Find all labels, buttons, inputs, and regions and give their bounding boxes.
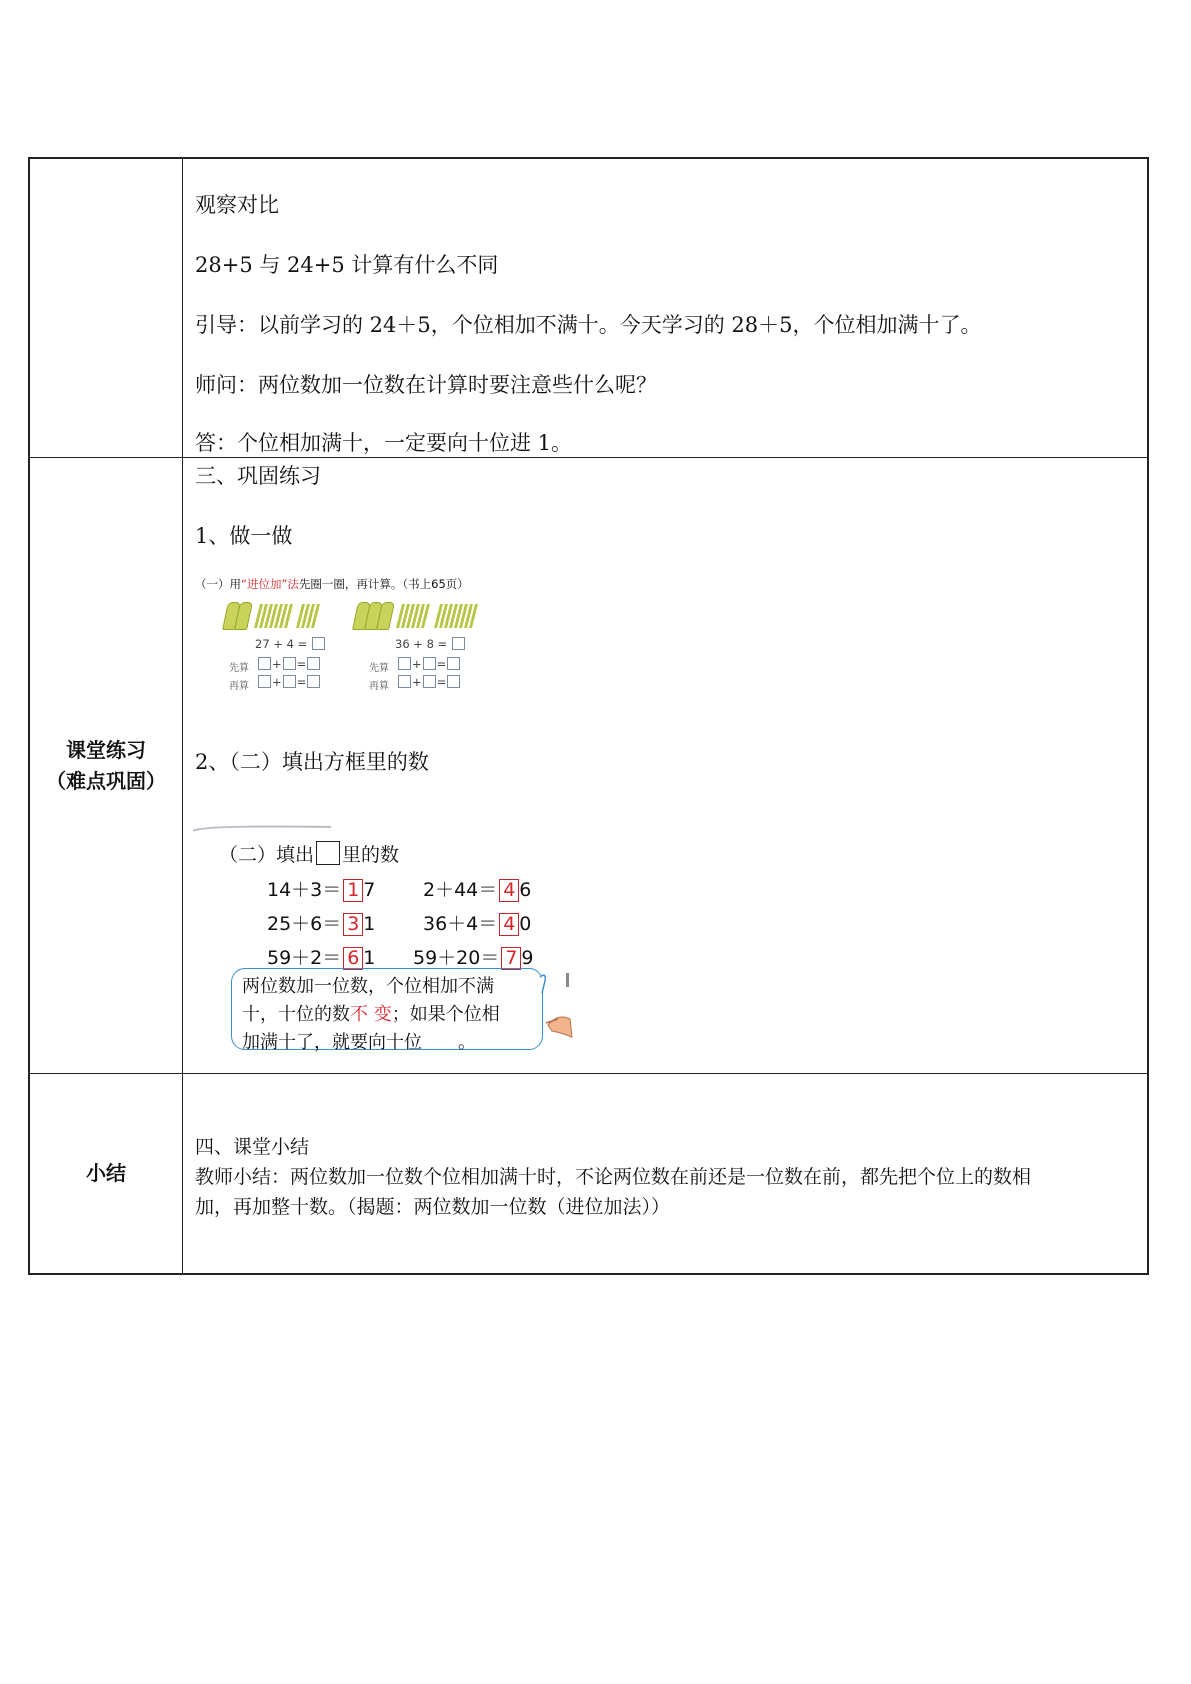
- exercise-item: 2、（二）填出方框里的数: [195, 750, 429, 774]
- equation-text: 36 + 8 =: [395, 637, 448, 651]
- fill-equation: 25＋6＝ 3 1: [267, 913, 376, 935]
- answer-box: 4: [499, 913, 519, 936]
- filled-answer: 不 变: [350, 1004, 392, 1025]
- equation: [255, 637, 326, 651]
- step-boxes: + =: [257, 657, 321, 671]
- step-boxes: + =: [397, 657, 461, 671]
- blank-box-icon: [316, 841, 340, 865]
- row-content: [183, 1074, 1147, 1273]
- paragraph: 观察对比: [195, 193, 279, 217]
- fill-equation: 59＋2＝ 6 1: [267, 947, 376, 969]
- step-label: 先算: [229, 663, 249, 674]
- title-part: （二）填出: [219, 844, 315, 866]
- row-content: [183, 458, 1147, 1073]
- paragraph: 引导：以前学习的 24＋5，个位相加不满十。今天学习的 28＋5，个位相加满十了。: [195, 313, 982, 337]
- row-label: 小结: [30, 1074, 183, 1273]
- row-label-line: 课堂练习: [66, 737, 146, 762]
- equation: [395, 637, 466, 651]
- row-label: [30, 458, 183, 1073]
- section-heading: 三、巩固练习: [195, 464, 321, 488]
- table-row: [30, 458, 1147, 1074]
- bubble-line: 两位数加一位数，个位相加不满: [242, 976, 494, 997]
- table-row: [30, 1074, 1147, 1273]
- fill-equation: 36＋4＝ 4 0: [423, 913, 532, 935]
- bubble-line: 十，十位的数不 变；如果个位相: [242, 1004, 500, 1025]
- exercise-figure-2: [191, 823, 571, 1073]
- row-content: [183, 159, 1147, 457]
- figure-caption: [195, 576, 469, 592]
- step-label: 先算: [369, 663, 389, 674]
- step-boxes: + =: [257, 675, 321, 689]
- caption-part: 先圈一圈，再计算。（书上65页）: [298, 577, 469, 591]
- caption-part: （一）用: [195, 577, 241, 591]
- table-row: [30, 159, 1147, 458]
- row-label-line: （难点巩固）: [46, 768, 166, 793]
- speech-bubble: [231, 968, 543, 1053]
- answer-box: 4: [499, 879, 519, 902]
- equation-text: 27 + 4 =: [255, 637, 308, 651]
- step-boxes: + =: [397, 675, 461, 689]
- title-part: 里的数: [342, 844, 400, 866]
- row-label: [30, 159, 183, 457]
- lesson-table: [28, 157, 1149, 1275]
- paragraph: 师问：两位数加一位数在计算时要注意些什么呢？: [195, 373, 657, 397]
- answer-box: 3: [343, 913, 363, 936]
- paragraph: 28+5 与 24+5 计算有什么不同: [195, 253, 499, 277]
- section-heading: 四、课堂小结: [195, 1136, 310, 1158]
- exercise-figure-1: [195, 576, 525, 696]
- answer-box: [452, 637, 465, 650]
- paragraph: 答：个位相加满十，一定要向十位进 1。: [195, 431, 573, 455]
- caption-highlight: “进位加”法: [241, 577, 299, 591]
- exercise-item: 1、做一做: [195, 524, 293, 548]
- step-label: 再算: [369, 681, 389, 692]
- bubble-line: 加满十了，就要向十位 。: [242, 1032, 476, 1053]
- paragraph: 加，再加整十数。（揭题：两位数加一位数（进位加法））: [195, 1196, 671, 1218]
- fill-equation: 59＋20＝ 7 9: [413, 947, 534, 969]
- answer-box: 7: [501, 947, 521, 970]
- pointing-hand-icon: [536, 963, 576, 1053]
- answer-box: 6: [343, 947, 363, 970]
- fill-equation: 14＋3＝ 1 7: [267, 879, 376, 901]
- figure-title: [219, 840, 399, 867]
- paragraph: 教师小结：两位数加一位数个位相加满十时，不论两位数在前还是一位数在前，都先把个位上的数相: [195, 1166, 1032, 1188]
- answer-box: 1: [343, 879, 363, 902]
- answer-box: [312, 637, 325, 650]
- step-label: 再算: [229, 681, 249, 692]
- fill-equation: 2＋44＝ 4 6: [423, 879, 532, 901]
- header-decoration: [191, 823, 341, 833]
